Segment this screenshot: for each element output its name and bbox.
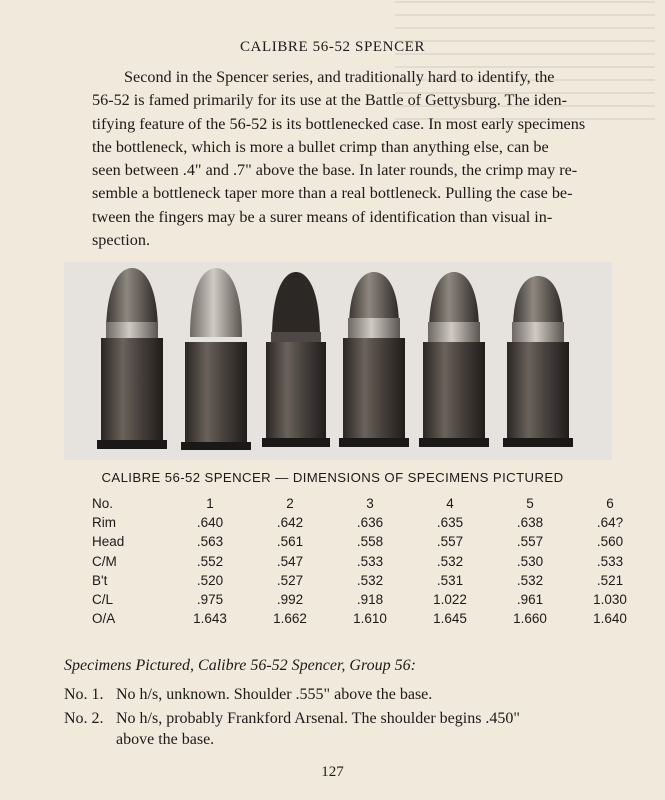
table-cell: 1.660 [513,611,547,627]
specimens-heading: Specimens Pictured, Calibre 56-52 Spencer, Group 56: [64,657,416,674]
table-caption: CALIBRE 56-52 SPENCER — DIMENSIONS OF SPECIMENS PICTURED [101,470,564,485]
row-label: Rim [92,515,116,531]
table-cell: .532 [356,572,384,588]
table-row [92,609,650,628]
table-cell: .642 [276,515,304,531]
table-row [92,532,650,551]
table-cell: 1.022 [433,592,467,608]
specimen-entry [64,708,612,750]
body-line: 56-52 is famed primarily for its use at the Battle of Gettysburg. The iden- [92,91,568,110]
table-cell: .961 [516,592,544,608]
table-cell: .532 [516,572,544,588]
table-cell: .520 [196,572,224,588]
table-cell: .531 [436,572,464,588]
table-cell: .992 [276,592,304,608]
cartridge-photo [64,262,612,460]
specimen-entry [64,684,612,705]
row-label: O/A [92,611,116,627]
table-cell: .918 [356,592,384,608]
table-header-cell: 3 [366,496,374,512]
table-cell: .558 [356,534,384,550]
cartridge-1 [97,268,167,449]
table-header-cell: 6 [606,496,614,512]
table-cell: .527 [276,572,304,588]
page-title: CALIBRE 56-52 SPENCER [239,39,426,55]
specimen-text: No h/s, probably Frankford Arsenal. The shoulder begins .450" [116,710,520,727]
table-cell: .552 [196,553,224,569]
row-label: C/M [92,553,117,569]
table-cell: .636 [356,515,384,531]
table-row [92,590,650,609]
row-label: Head [92,534,125,550]
table-cell: .547 [276,553,304,569]
table-row [92,513,650,532]
table-cell: 1.610 [353,611,387,627]
row-label: C/L [92,592,114,608]
table-header-cell: 1 [206,496,214,512]
row-label: B't [92,572,108,588]
body-line: tween the fingers may be a surer means of identification than visual in- [92,207,553,226]
dimensions-table [92,494,650,628]
body-line: seen between .4" and .7" above the base. In later rounds, the crimp may re- [92,161,578,180]
table-cell: .561 [276,534,304,550]
body-line: tifying feature of the 56-52 is its bottlenecked case. In most early specimens [92,114,586,133]
table-header-cell: 2 [286,496,294,512]
table-cell: .640 [196,515,224,531]
table-cell: .560 [596,534,624,550]
body-paragraph [92,66,612,252]
table-cell: .975 [196,592,224,608]
table-cell: .638 [516,515,544,531]
table-cell: 1.640 [593,611,627,627]
table-row [92,552,650,571]
page-number: 127 [321,764,344,780]
body-line: the bottleneck, which is more a bullet crimp than anything else, can be [92,137,549,156]
table-cell: .635 [436,515,464,531]
cartridge-photo-graphic [64,262,612,460]
cartridge-2 [181,268,251,450]
table-header-row [92,494,650,513]
table-cell: 1.030 [593,592,627,608]
table-cell: .533 [356,553,384,569]
cartridge-4 [339,272,409,447]
table-cell: .557 [436,534,464,550]
table-cell: 1.643 [193,611,227,627]
table-header-cell: 4 [446,496,454,512]
table-header-cell: 5 [526,496,534,512]
cartridge-6 [503,276,573,447]
table-cell: .557 [516,534,544,550]
table-cell: .521 [596,572,624,588]
cartridge-3 [262,272,330,447]
table-header-cell: No. [92,496,114,512]
body-line: Second in the Spencer series, and traditionally hard to identify, the [124,68,555,86]
specimen-number: No. 1. [64,686,104,703]
specimen-number: No. 2. [64,710,104,727]
table-cell: .532 [436,553,464,569]
table-cell: .64? [596,515,624,531]
cartridge-5 [419,272,489,447]
table-cell: .533 [596,553,624,569]
table-cell: .530 [516,553,544,569]
table-cell: 1.645 [433,611,467,627]
body-line: semble a bottleneck taper more than a real bottleneck. Pulling the case be- [92,184,573,203]
body-line: spection. [92,231,150,250]
specimen-text: No h/s, unknown. Shoulder .555" above the base. [116,686,433,703]
specimen-text-continuation: above the base. [116,731,215,748]
table-row [92,571,650,590]
table-cell: .563 [196,534,224,550]
table-cell: 1.662 [273,611,307,627]
